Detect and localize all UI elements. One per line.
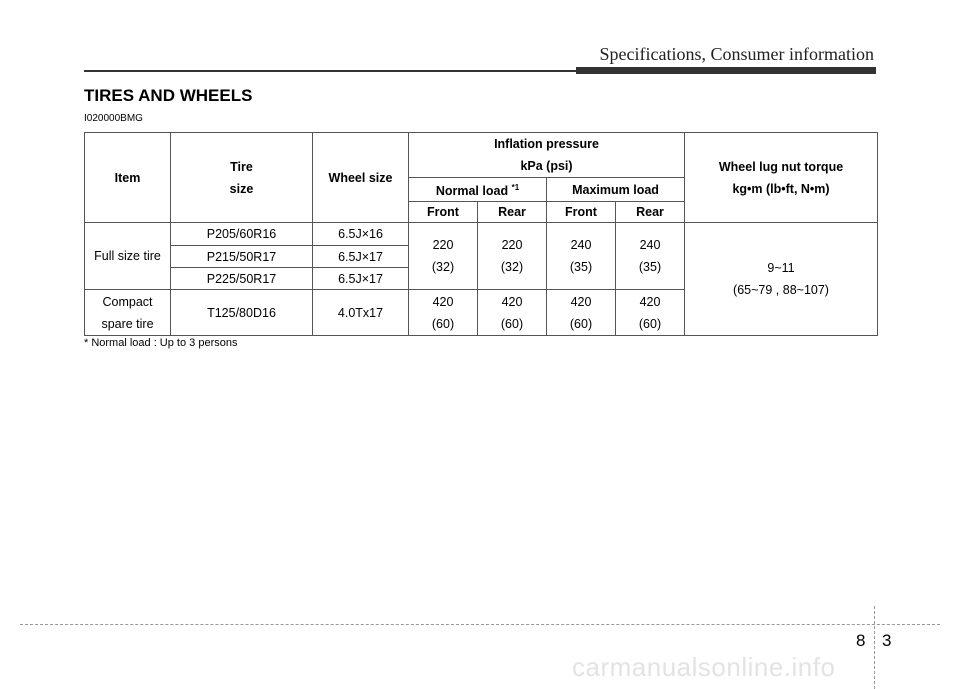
- pressure-kpa: 220: [501, 238, 523, 252]
- tire-size-cell: P205/60R16: [171, 223, 313, 246]
- pressure-psi: (35): [638, 260, 662, 274]
- footer-page-divider: [874, 606, 875, 689]
- full-max-front-cell: [547, 223, 616, 290]
- pressure-kpa: 240: [570, 238, 592, 252]
- header-item: Item: [85, 133, 171, 223]
- pressure-psi: (60): [569, 316, 593, 331]
- header-maximum-load: Maximum load: [547, 178, 685, 202]
- header-tire-size: [171, 133, 313, 223]
- header-inflation-pressure: [409, 133, 685, 178]
- header-torque-line2: kg•m (lb•ft, N•m): [732, 181, 830, 196]
- wheel-size-cell: 4.0Tx17: [313, 290, 409, 336]
- full-max-rear-cell: [616, 223, 685, 290]
- pressure-psi: (60): [638, 316, 662, 331]
- header-normal-load: [409, 178, 547, 202]
- tire-size-cell: T125/80D16: [171, 290, 313, 336]
- page-number: 3: [882, 631, 892, 650]
- compact-max-front-cell: [547, 290, 616, 336]
- section-title: TIRES AND WHEELS: [84, 86, 253, 105]
- full-size-tire-label: Full size tire: [85, 223, 171, 290]
- header-lug-nut-torque: [685, 133, 878, 223]
- pressure-kpa: 420: [639, 294, 661, 309]
- lug-nut-torque-cell: [685, 223, 878, 336]
- header-inflation-line1: Inflation pressure: [494, 137, 599, 151]
- header-max-rear: Rear: [616, 202, 685, 223]
- header-max-front: Front: [547, 202, 616, 223]
- pressure-kpa: 220: [432, 238, 454, 252]
- compact-normal-front-cell: [409, 290, 478, 336]
- header-torque-line1: Wheel lug nut torque: [718, 159, 844, 174]
- pressure-kpa: 420: [432, 294, 454, 309]
- header-rule-accent: [576, 67, 876, 74]
- compact-label-line1: Compact: [102, 294, 153, 309]
- torque-lbft-nm: (65~79 , 88~107): [733, 283, 829, 297]
- tire-size-cell: P215/50R17: [171, 246, 313, 268]
- header-inflation-line2: kPa (psi): [520, 159, 573, 173]
- pressure-psi: (35): [569, 260, 593, 274]
- wheel-size-cell: 6.5J×17: [313, 246, 409, 268]
- pressure-psi: (32): [500, 260, 524, 274]
- full-normal-front-cell: [409, 223, 478, 290]
- compact-normal-rear-cell: [478, 290, 547, 336]
- torque-kgm: 9~11: [767, 261, 795, 275]
- header-wheel-size: Wheel size: [313, 133, 409, 223]
- compact-label-line2: spare tire: [101, 316, 154, 331]
- header-tire-size-line2: size: [229, 181, 254, 196]
- header-tire-size-line1: Tire: [230, 159, 253, 174]
- pressure-psi: (32): [431, 260, 455, 274]
- pressure-psi: (60): [500, 316, 524, 331]
- pressure-kpa: 420: [570, 294, 592, 309]
- wheel-size-cell: 6.5J×16: [313, 223, 409, 246]
- pressure-kpa: 240: [639, 238, 661, 252]
- pressure-kpa: 420: [501, 294, 523, 309]
- header-normal-front: Front: [409, 202, 478, 223]
- tire-size-cell: P225/50R17: [171, 268, 313, 290]
- footnote: * Normal load : Up to 3 persons: [84, 337, 238, 349]
- tires-wheels-table: [84, 132, 878, 336]
- compact-max-rear-cell: [616, 290, 685, 336]
- header-title: Specifications, Consumer information: [599, 44, 874, 64]
- page-chapter: 8: [856, 631, 866, 650]
- normal-load-footnote-marker: *1: [511, 183, 520, 192]
- wheel-size-cell: 6.5J×17: [313, 268, 409, 290]
- full-normal-rear-cell: [478, 223, 547, 290]
- document-code: I020000BMG: [84, 113, 143, 124]
- footer-divider: [20, 624, 940, 625]
- watermark: carmanualsonline.info: [572, 652, 836, 682]
- pressure-psi: (60): [431, 316, 455, 331]
- header-normal-load-text: Normal load: [435, 184, 509, 198]
- header-normal-rear: Rear: [478, 202, 547, 223]
- compact-spare-tire-label: [85, 290, 171, 336]
